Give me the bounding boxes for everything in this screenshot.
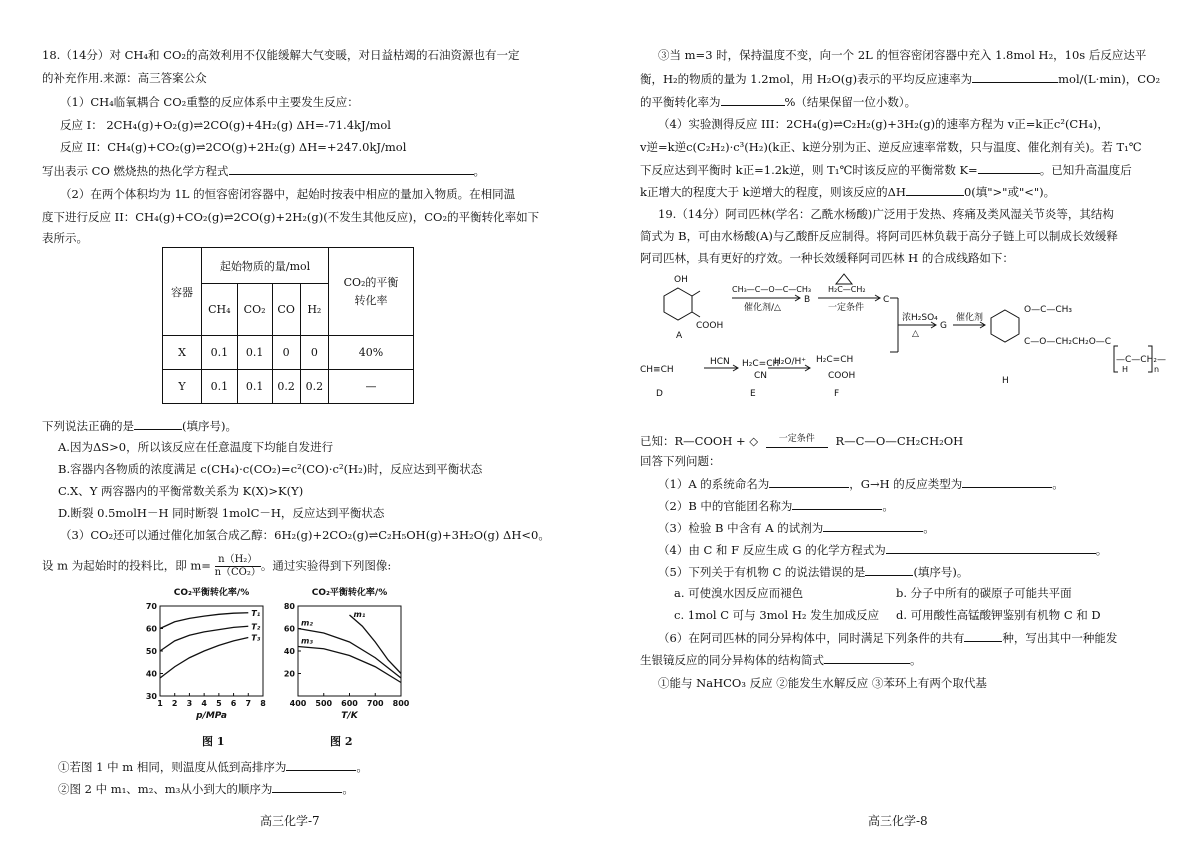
period: 。 — [356, 760, 368, 774]
fraction-denominator: n（CO₂） — [214, 567, 261, 578]
scheme-conc-h2so4: 浓H₂SO₄ — [902, 313, 938, 323]
answer-blank[interactable] — [978, 162, 1040, 174]
table-row — [163, 370, 414, 404]
part4-line3-tail: 。已知升高温度后 — [1039, 163, 1132, 177]
answer-prompt: 回答下列问题： — [640, 454, 721, 468]
answer-blank[interactable] — [792, 498, 882, 510]
page-footer: 高三化学-8 — [868, 814, 928, 828]
part1-question — [42, 163, 485, 179]
part1-question-text: 写出表示 CO 燃烧热的热化学方程式 — [42, 164, 229, 178]
answer-blank[interactable] — [824, 652, 910, 664]
scheme-catalyst: 催化剂 — [956, 313, 984, 323]
x-tick-label: 4 — [201, 699, 207, 708]
series-label-2: T₂ — [251, 622, 261, 632]
sub-question-4-text: （4）由 C 和 F 反应生成 G 的化学方程式为 — [658, 543, 886, 557]
sub-question-3-text: （3）检验 B 中含有 A 的试剂为 — [658, 521, 824, 535]
sub-question-1 — [658, 476, 1064, 492]
part4-line4-text: k正增大的程度大于 k逆增大的程度，则该反应的ΔH — [640, 185, 906, 199]
part4-line2: v逆=k逆c(C₂H₂)·c³(H₂)(k正、k逆分别为正、逆反应速率常数，只与温度、催化剂有关)。若 T₁℃ — [640, 140, 1142, 154]
scheme-e-top: H₂C=CH — [742, 359, 780, 369]
benzene-ring-h — [991, 310, 1019, 342]
x-tick-label: 5 — [216, 699, 222, 708]
known-reaction — [640, 432, 963, 449]
scheme-epoxide: H₂C—CH₂ — [828, 285, 866, 294]
scheme-a-cooh: COOH — [696, 321, 724, 331]
plot-frame — [298, 606, 401, 696]
part4-line1: （4）实验测得反应 III：2CH₄(g)⇌C₂H₂(g)+3H₂(g)的速率方程为 v正=k正c²(CH₄)， — [658, 117, 1109, 131]
table-cell: 40% — [329, 336, 414, 370]
part3-line2 — [42, 554, 391, 579]
part2-line3: 表所示。 — [42, 231, 88, 245]
table-header-ch4: CH₄ — [202, 284, 238, 336]
option-b: B.容器内各物质的浓度满足 c(CH₄)·c(CO₂)=c²(CO)·c²(H₂)时，反应达到平衡状态 — [58, 462, 483, 476]
table-cell: 0.2 — [300, 370, 328, 404]
series-line-3 — [160, 638, 248, 679]
sub-question-6 — [658, 630, 1117, 646]
scheme-h-h: H — [1122, 365, 1129, 374]
question-1 — [58, 759, 368, 775]
part3-line2-text: 设 m 为起始时的投料比，即 m= — [42, 558, 211, 573]
question-2 — [58, 781, 354, 797]
part3-q3-line1: ③当 m=3 时，保持温度不变，向一个 2L 的恒容密闭容器中充入 1.8mol H₂，10s 后反应达平 — [658, 48, 1147, 62]
table-header-co2: CO₂ — [237, 284, 272, 336]
benzene-ring-a — [664, 288, 692, 320]
x-axis-label: T/K — [341, 711, 358, 721]
part4-line4-tail: 0(填">"或"<")。 — [963, 185, 1056, 199]
scheme-label-g: G — [940, 321, 947, 331]
x-axis-label: p/MPa — [196, 711, 227, 721]
table-cell: 0.1 — [237, 370, 272, 404]
answer-blank[interactable] — [972, 71, 1058, 83]
sub-question-5 — [658, 564, 968, 580]
table-cell: Y — [163, 370, 202, 404]
table-header-conversion-line1: CO₂的平衡 — [343, 275, 399, 289]
answer-blank[interactable] — [865, 564, 913, 576]
period: 。 — [342, 782, 354, 796]
answer-blank[interactable] — [272, 781, 342, 793]
answer-blank[interactable] — [229, 163, 474, 175]
series-label-1: m₁ — [353, 610, 366, 619]
chart-title: CO₂平衡转化率/% — [311, 588, 388, 598]
sub-question-2-text: （2）B 中的官能团名称为 — [658, 499, 793, 513]
chart-title: CO₂平衡转化率/% — [173, 588, 250, 598]
answer-blank[interactable] — [823, 520, 923, 532]
scheme-f-top: H₂C=CH — [816, 355, 854, 365]
part3-q3-line3 — [640, 94, 916, 110]
known-epoxide-icon: ◇ — [749, 434, 759, 448]
period: 。 — [882, 499, 894, 513]
answer-blank[interactable] — [886, 542, 1096, 554]
question-2-text: ②图 2 中 m₁、m₂、m₃从小到大的顺序为 — [58, 782, 273, 796]
answer-blank[interactable] — [962, 476, 1052, 488]
x-tick-label: 6 — [230, 699, 237, 708]
series-label-1: T₁ — [251, 608, 261, 618]
reaction-1: 反应 I： 2CH₄(g)+O₂(g)⇌2CO(g)+4H₂(g) ΔH=-71.4kJ/mol — [60, 118, 391, 132]
series-label-3: T₃ — [251, 633, 261, 643]
part2-line1: （2）在两个体积均为 1L 的恒容密闭容器中，起始时按表中相应的量加入物质。在相同温 — [60, 187, 516, 201]
ratio-fraction — [215, 554, 261, 579]
scheme-h-ester2: C—O—CH₂CH₂O—C — [1024, 337, 1112, 347]
ask-correct-text: 下列说法正确的是 — [42, 419, 134, 433]
table-header-container: 容器 — [163, 248, 202, 336]
sub-question-6-text: （6）在阿司匹林的同分异构体中，同时满足下列条件的共有 — [658, 631, 965, 645]
sub5-option-b: b. 分子中所有的碳原子可能共平面 — [896, 586, 1072, 600]
scheme-label-e: E — [750, 389, 756, 399]
conversion-table — [162, 247, 414, 404]
q19-intro-line1: 19.（14分）阿司匹林(学名：乙酰水杨酸)广泛用于发热、疼痛及类风湿关节炎等，其结构 — [658, 207, 1114, 221]
scheme-label-a: A — [676, 331, 683, 341]
ask-correct — [42, 418, 237, 434]
sub-question-2 — [658, 498, 894, 514]
option-d: D.断裂 0.5molH－H 同时断裂 1molC－H，反应达到平衡状态 — [58, 506, 385, 520]
scheme-cat-heat: 催化剂/△ — [744, 303, 781, 313]
option-a: A.因为ΔS>0，所以该反应在任意温度下均能自发进行 — [58, 440, 334, 454]
scheme-anhydride: CH₃—C—O—C—CH₃ — [732, 285, 812, 294]
sub-question-5-tail: (填序号)。 — [913, 565, 969, 579]
option-c: C.X、Y 两容器内的平衡常数关系为 K(X)>K(Y) — [58, 484, 304, 498]
sub-question-6-line2-text: 生银镜反应的同分异构体的结构简式 — [640, 653, 824, 667]
y-tick-label: 30 — [145, 692, 157, 701]
scheme-h-chain: —C—CH₂— — [1116, 355, 1166, 365]
page-footer: 高三化学-7 — [260, 814, 320, 828]
x-tick-label: 700 — [366, 699, 384, 708]
y-tick-label: 40 — [283, 647, 295, 656]
sub-question-6-mid: 种，写出其中一种能发 — [1002, 631, 1118, 645]
part3-line2-tail: 。通过实验得到下列图像: — [260, 558, 392, 573]
y-tick-label: 40 — [145, 669, 157, 679]
q19-intro-line2: 简式为 B，可由水杨酸(A)与乙酸酐反应制得。将阿司匹林负载于高分子链上可以制成长效缓释 — [640, 229, 1118, 243]
scheme-label-h: H — [1002, 376, 1009, 386]
plot-frame — [160, 606, 263, 696]
scheme-h-ester1: O—C—CH₃ — [1024, 305, 1073, 315]
known-reactant: 已知：R—COOH + — [640, 434, 746, 448]
series-line-1 — [350, 615, 402, 674]
table-cell: 0 — [300, 336, 328, 370]
known-product: R—C—O—CH₂CH₂OH — [835, 434, 964, 448]
answer-blank[interactable] — [906, 184, 964, 196]
scheme-polymer-n: n — [1154, 365, 1160, 374]
part3-q3-line3-tail: %（结果保留一位小数）。 — [784, 95, 917, 109]
part3-q3-line2-tail: mol/(L·min)，CO₂ — [1058, 72, 1161, 86]
part4-line3-text: 下反应达到平衡时 k正=1.2k逆，则 T₁℃时该反应的平衡常数 K= — [640, 163, 978, 177]
part3-q3-line3-text: 的平衡转化率为 — [640, 95, 721, 109]
y-tick-label: 80 — [283, 602, 295, 611]
part2-line2: 度下进行反应 II：CH₄(g)+CO₂(g)⇌2CO(g)+2H₂(g)(不发生其他反应)，CO₂的平衡转化率如下 — [42, 210, 540, 224]
period: 。 — [473, 164, 486, 178]
epoxide-ring — [836, 274, 852, 284]
y-tick-label: 70 — [145, 602, 157, 611]
known-condition: 一定条件 — [766, 432, 828, 448]
table-header-initial: 起始物质的量/mol — [202, 248, 329, 284]
part4-line4 — [640, 184, 1055, 200]
part3-line1: （3）CO₂还可以通过催化加氢合成乙醇：6H₂(g)+2CO₂(g)⇌C₂H₅OH(g)+3H₂O(g) ΔH<0。 — [60, 528, 550, 542]
scheme-certain: 一定条件 — [828, 303, 865, 313]
x-tick-label: 800 — [392, 699, 410, 708]
scheme-e-cn: CN — [754, 371, 768, 381]
q18-intro-line1: 18.（14分）对 CH₄和 CO₂的高效利用不仅能缓解大气变暖，对日益枯竭的石油资源也有一定 — [42, 48, 520, 62]
y-tick-label: 50 — [145, 647, 157, 656]
scheme-label-c: C — [883, 295, 890, 305]
sub5-option-c: c. 1mol C 可与 3mol H₂ 发生加成反应 — [674, 608, 880, 622]
table-cell: 0.1 — [237, 336, 272, 370]
right-page — [600, 0, 1200, 843]
question-1-text: ①若图 1 中 m 相同，则温度从低到高排序为 — [58, 760, 287, 774]
period: 。 — [923, 521, 935, 535]
scheme-label-d: D — [656, 389, 663, 399]
scheme-hcn: HCN — [710, 357, 730, 367]
x-tick-label: 3 — [186, 699, 193, 708]
table-cell: X — [163, 336, 202, 370]
table-header-h2: H₂ — [300, 284, 328, 336]
table-row — [163, 336, 414, 370]
q19-intro-line3: 阿司匹林，具有更好的疗效。一种长效缓释阿司匹林 H 的合成线路如下： — [640, 251, 1014, 265]
period: 。 — [910, 653, 922, 667]
x-tick-label: 400 — [289, 699, 307, 708]
sub-question-4 — [658, 542, 1107, 558]
figure-1-chart — [138, 584, 273, 724]
table-cell: 0.1 — [202, 336, 238, 370]
figure-2-chart — [276, 584, 411, 724]
part4-line3 — [640, 162, 1132, 178]
period: 。 — [1095, 543, 1108, 557]
series-line-2 — [160, 626, 248, 651]
series-line-1 — [160, 613, 248, 629]
answer-blank[interactable] — [286, 759, 356, 771]
period: 。 — [1052, 477, 1064, 491]
sub-question-1-text: （1）A 的系统命名为 — [658, 477, 770, 491]
figure-2-label: 图 2 — [330, 735, 353, 748]
figure-1-label: 图 1 — [202, 735, 225, 748]
answer-blank[interactable] — [721, 94, 785, 106]
y-tick-label: 20 — [283, 669, 295, 679]
series-label-2: m₂ — [301, 618, 313, 628]
answer-blank[interactable] — [964, 630, 1002, 642]
q18-intro-line2: 的补充作用.来源：高三答案公众 — [42, 71, 207, 85]
sub-question-6-line2 — [640, 652, 922, 668]
scheme-acetylene: CH≡CH — [640, 365, 674, 375]
x-tick-label: 7 — [245, 699, 252, 708]
x-tick-label: 8 — [260, 699, 266, 708]
fraction-numerator: n（H₂） — [215, 554, 261, 567]
x-tick-label: 500 — [315, 699, 333, 708]
y-tick-label: 60 — [283, 624, 295, 634]
table-cell: 0.2 — [272, 370, 300, 404]
x-tick-label: 600 — [341, 699, 358, 708]
table-header-co: CO — [272, 284, 300, 336]
answer-blank[interactable] — [134, 418, 182, 430]
part3-q3-line2 — [640, 71, 1160, 87]
series-label-3: m₃ — [301, 636, 313, 646]
synthesis-scheme — [640, 268, 1166, 408]
series-line-2 — [298, 629, 401, 679]
x-tick-label: 2 — [171, 699, 178, 708]
scheme-heat: △ — [912, 329, 919, 339]
scheme-label-f: F — [834, 389, 840, 399]
sub5-option-a: a. 可使溴水因反应而褪色 — [674, 586, 804, 600]
table-header-conversion — [329, 248, 414, 336]
scheme-a-oh: OH — [674, 275, 688, 285]
table-cell: 0 — [272, 336, 300, 370]
answer-blank[interactable] — [769, 476, 849, 488]
scheme-f-cooh: COOH — [828, 371, 856, 381]
table-cell: 0.1 — [202, 370, 238, 404]
sub-question-3 — [658, 520, 935, 536]
x-tick-label: 1 — [157, 699, 163, 708]
part3-q3-line2-text: 衡，H₂的物质的量为 1.2mol，用 H₂O(g)表示的平均反应速率为 — [640, 72, 973, 86]
y-tick-label: 60 — [145, 624, 157, 634]
sub-question-5-text: （5）下列关于有机物 C 的说法错误的是 — [658, 565, 866, 579]
table-cell: — — [329, 370, 414, 404]
series-line-3 — [298, 647, 401, 683]
conditions: ①能与 NaHCO₃ 反应 ②能发生水解反应 ③苯环上有两个取代基 — [658, 676, 987, 690]
scheme-h3o: H₂O/H⁺ — [774, 357, 807, 367]
ask-correct-tail: (填序号)。 — [182, 419, 237, 433]
part1-title: （1）CH₄临氧耦合 CO₂重整的反应体系中主要发生反应： — [60, 95, 359, 109]
sub-question-1-mid: ，G→H 的反应类型为 — [849, 477, 963, 491]
reaction-2: 反应 II：CH₄(g)+CO₂(g)⇌2CO(g)+2H₂(g) ΔH=+247.0kJ/mol — [60, 140, 407, 154]
table-header-conversion-line2: 转化率 — [354, 293, 388, 307]
sub5-option-d: d. 可用酸性高锰酸钾鉴别有机物 C 和 D — [896, 608, 1101, 622]
scheme-label-b: B — [804, 295, 811, 305]
